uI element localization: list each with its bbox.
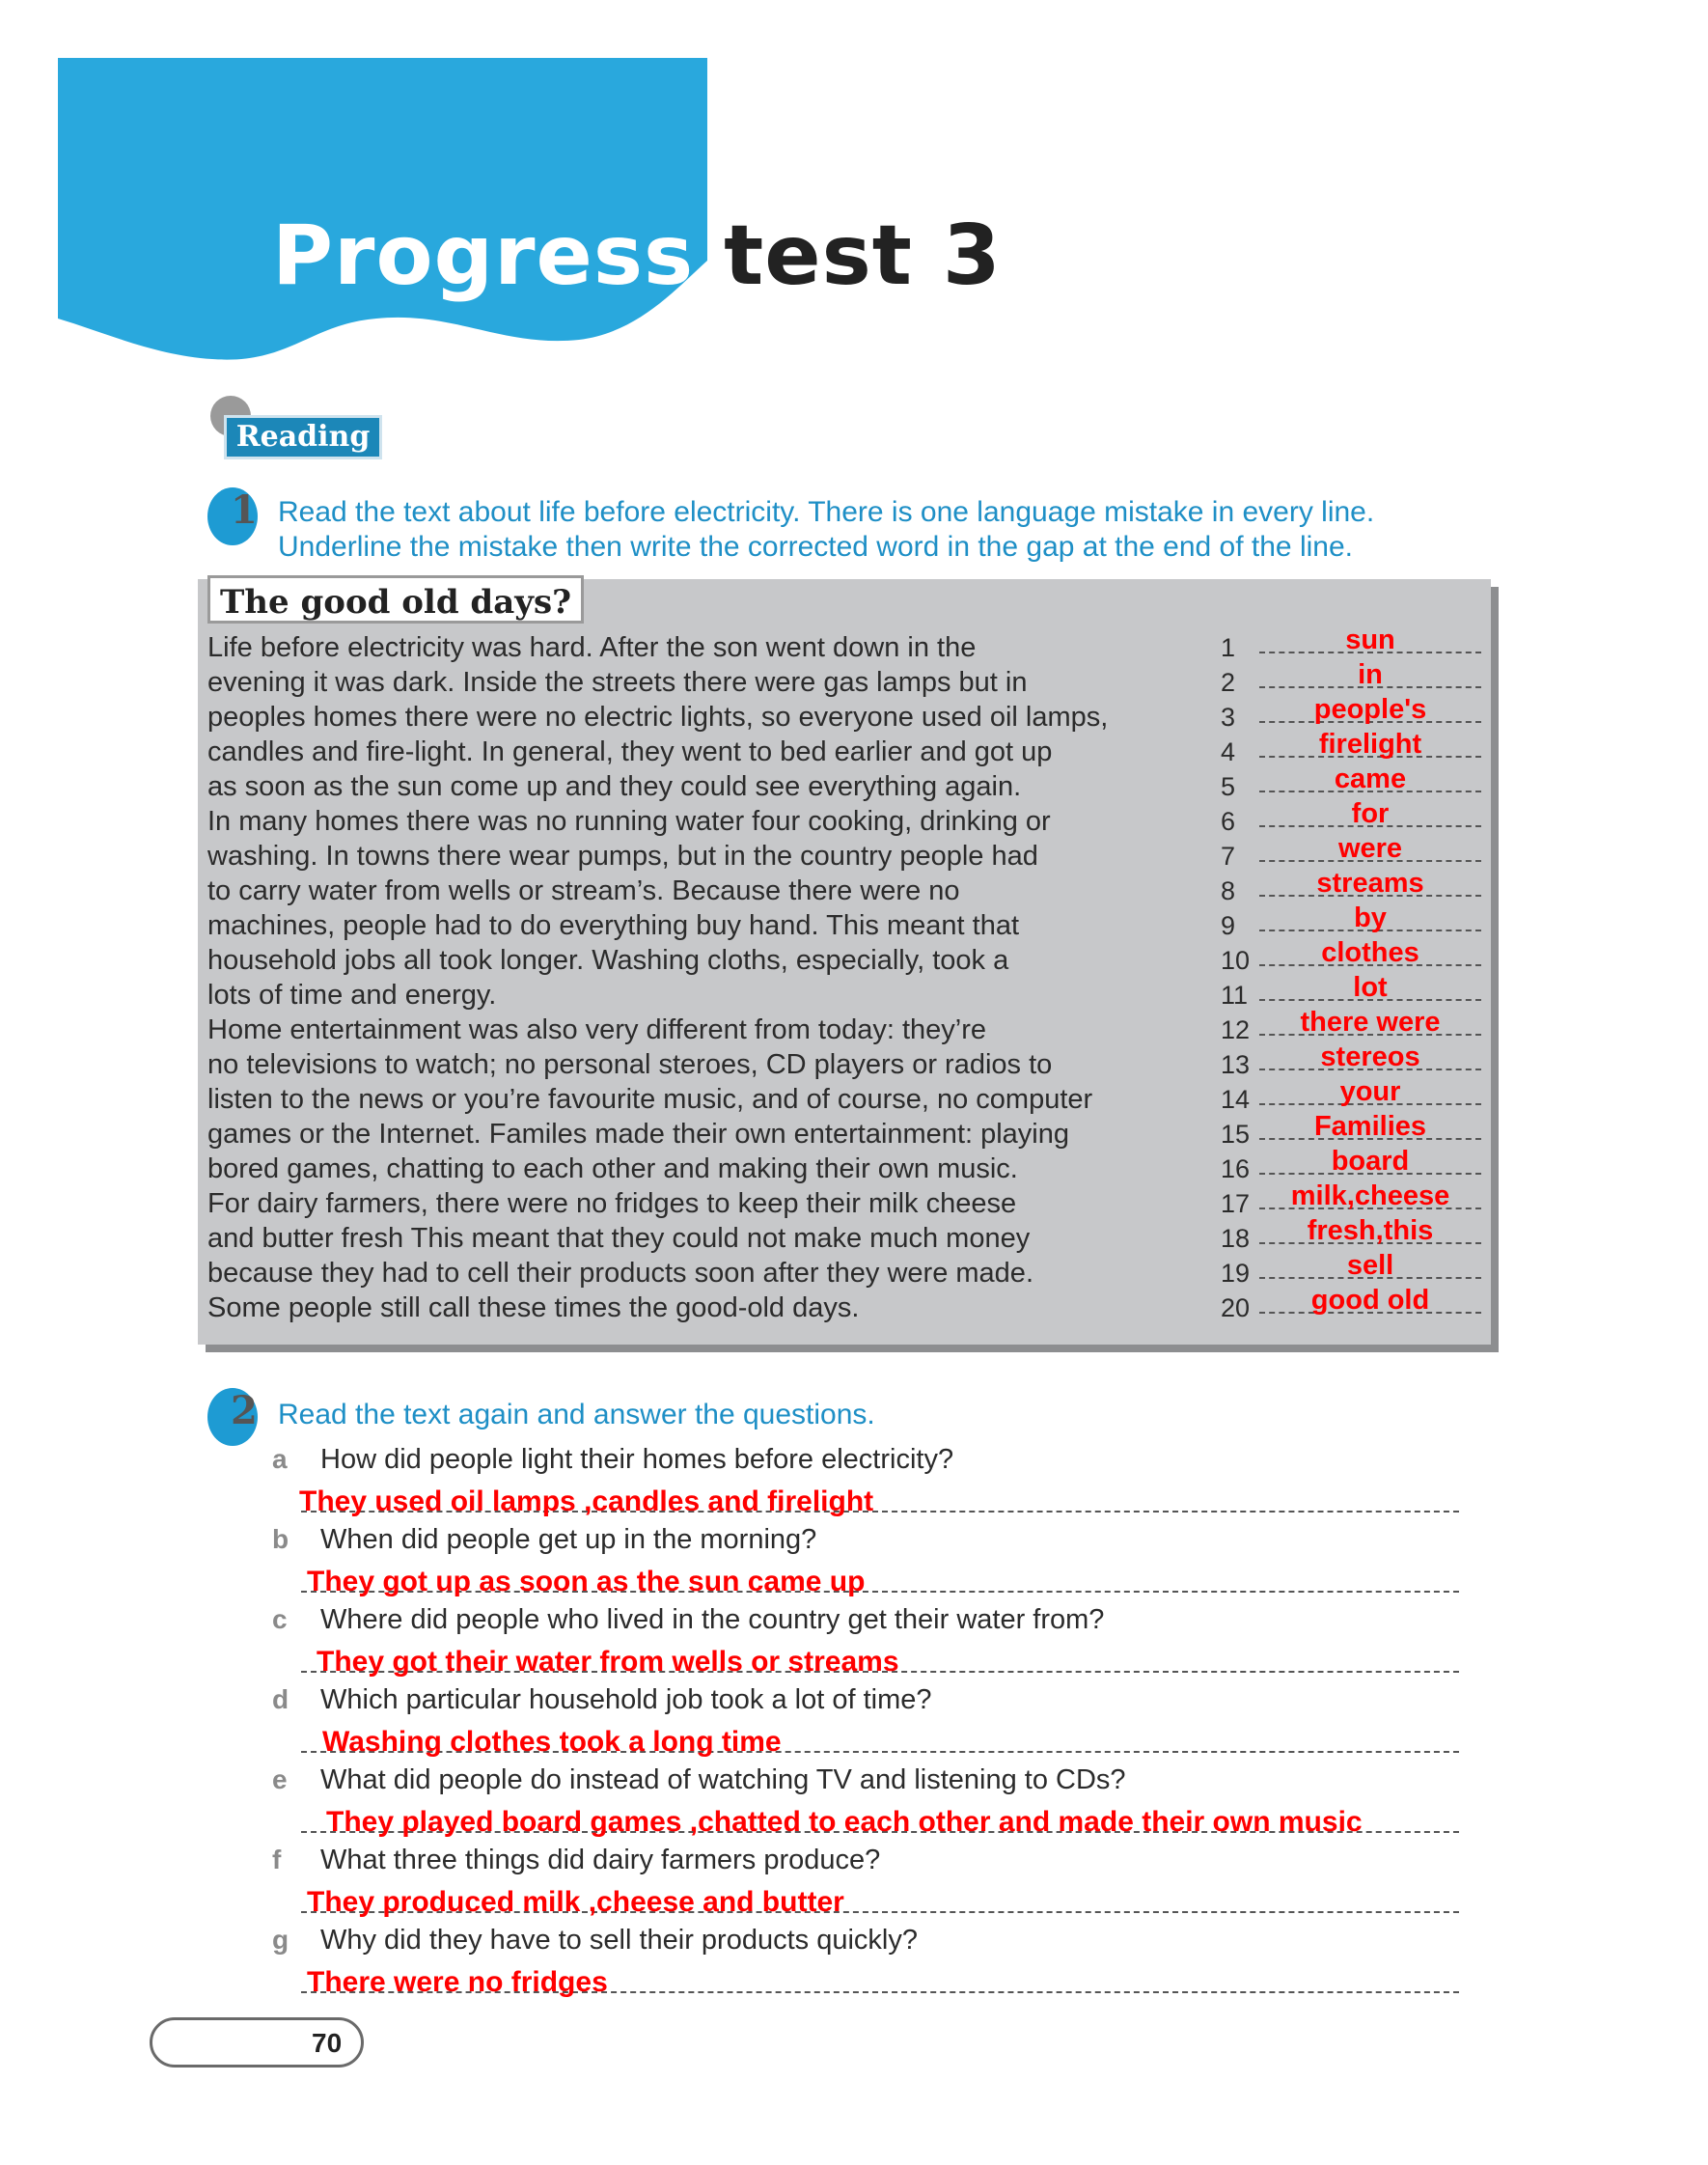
gap-number: 5 bbox=[1221, 772, 1236, 801]
gap-answer[interactable]: came bbox=[1334, 763, 1407, 794]
gap-number: 16 bbox=[1221, 1154, 1251, 1183]
gap-number: 1 bbox=[1221, 633, 1236, 662]
question-list bbox=[272, 1443, 1459, 2004]
text-line: listen to the news or you’re favourite music, and of course, no computer bbox=[207, 1084, 1093, 1115]
gap-number: 14 bbox=[1221, 1085, 1251, 1114]
page-title bbox=[272, 208, 1002, 304]
question-letter: a bbox=[272, 1444, 288, 1474]
question-answer[interactable]: They played board games ,chatted to each other and made their own music bbox=[326, 1806, 1363, 1838]
question-item bbox=[272, 1523, 1459, 1603]
text-line: household jobs all took longer. Washing cloths, especially, took a bbox=[207, 945, 1009, 976]
text-line: In many homes there was no running water four cooking, drinking or bbox=[207, 806, 1051, 837]
gap-answer[interactable]: for bbox=[1351, 798, 1390, 829]
question-item bbox=[272, 1924, 1459, 2004]
question-text: Which particular household job took a lot of time? bbox=[320, 1684, 932, 1715]
gap-answer[interactable]: people's bbox=[1313, 694, 1427, 725]
gap-answer[interactable]: in bbox=[1358, 659, 1383, 690]
text-line: washing. In towns there wear pumps, but in the country people had bbox=[207, 841, 1038, 872]
gap-number: 12 bbox=[1221, 1015, 1251, 1044]
gap-answer[interactable]: sun bbox=[1345, 625, 1395, 655]
gap-answer[interactable]: clothes bbox=[1321, 937, 1419, 968]
text-line: For dairy farmers, there were no fridges to keep their milk cheese bbox=[207, 1188, 1017, 1219]
text-line: Life before electricity was hard. After the son went down in the bbox=[207, 632, 977, 663]
question-letter: g bbox=[272, 1925, 289, 1955]
question-item bbox=[272, 1443, 1459, 1523]
gap-answers bbox=[1221, 625, 1481, 1325]
question-answer[interactable]: They used oil lamps ,candles and firelight bbox=[299, 1485, 874, 1517]
gap-number: 3 bbox=[1221, 703, 1236, 732]
text-line: no televisions to watch; no personal steroes, CD players or radios to bbox=[207, 1049, 1053, 1080]
gap-answer[interactable]: milk,cheese bbox=[1290, 1180, 1450, 1211]
question-text: What did people do instead of watching TV and listening to CDs? bbox=[320, 1764, 1126, 1795]
gap-number: 6 bbox=[1221, 807, 1236, 836]
text-line: lots of time and energy. bbox=[207, 980, 497, 1011]
question-answer[interactable]: There were no fridges bbox=[307, 1966, 608, 1998]
text-line: and butter fresh This meant that they could not make much money bbox=[207, 1223, 1031, 1254]
question-item bbox=[272, 1844, 1459, 1924]
gap-number: 15 bbox=[1221, 1120, 1251, 1149]
gap-answer[interactable]: there were bbox=[1300, 1007, 1441, 1038]
exercise-1-number: 1 bbox=[207, 487, 258, 545]
gap-number: 18 bbox=[1221, 1224, 1251, 1253]
question-letter: b bbox=[272, 1524, 289, 1554]
question-text: When did people get up in the morning? bbox=[320, 1524, 817, 1555]
question-letter: c bbox=[272, 1604, 288, 1634]
gap-answer[interactable]: streams bbox=[1316, 868, 1424, 899]
question-text: Where did people who lived in the country get their water from? bbox=[320, 1604, 1105, 1635]
text-line: peoples homes there were no electric lights, so everyone used oil lamps, bbox=[207, 702, 1109, 733]
reading-section-badge bbox=[210, 396, 379, 452]
question-answer[interactable]: Washing clothes took a long time bbox=[322, 1726, 782, 1758]
text-line: candles and fire-light. In general, they went to bed earlier and got up bbox=[207, 736, 1053, 767]
text-line: because they had to cell their products soon after they were made. bbox=[207, 1258, 1033, 1289]
gap-number: 4 bbox=[1221, 737, 1236, 766]
gap-number: 19 bbox=[1221, 1259, 1251, 1288]
reading-text bbox=[207, 630, 1211, 1325]
question-item bbox=[272, 1683, 1459, 1763]
gap-answer[interactable]: stereos bbox=[1320, 1041, 1420, 1072]
gap-row bbox=[1221, 1285, 1481, 1325]
gap-number: 20 bbox=[1221, 1293, 1251, 1322]
question-letter: f bbox=[272, 1845, 282, 1874]
gap-number: 13 bbox=[1221, 1050, 1251, 1079]
text-line: machines, people had to do everything buy hand. This meant that bbox=[207, 910, 1020, 941]
gap-number: 11 bbox=[1221, 981, 1249, 1010]
gap-number: 2 bbox=[1221, 668, 1236, 697]
gap-answer[interactable]: were bbox=[1337, 833, 1403, 864]
exercise-1-instruction: Read the text about life before electricity. There is one language mistake in every line. Underline the mistake then write the corrected word in the gap at the end of the line. bbox=[278, 496, 1375, 563]
text-line: Home entertainment was also very different from today: they’re bbox=[207, 1014, 987, 1045]
gap-answer[interactable]: Families bbox=[1313, 1111, 1427, 1142]
question-letter: e bbox=[272, 1764, 288, 1794]
gap-answer[interactable]: sell bbox=[1346, 1250, 1394, 1281]
gap-number: 17 bbox=[1221, 1189, 1251, 1218]
question-item bbox=[272, 1763, 1459, 1844]
question-text: What three things did dairy farmers produce? bbox=[320, 1845, 881, 1875]
question-answer[interactable]: They got their water from wells or streams bbox=[317, 1646, 899, 1678]
gap-number: 10 bbox=[1221, 946, 1251, 975]
text-line: Some people still call these times the good-old days. bbox=[207, 1292, 860, 1323]
question-answer[interactable]: They got up as soon as the sun came up bbox=[307, 1566, 866, 1597]
gap-answer[interactable]: fresh,this bbox=[1307, 1215, 1434, 1246]
question-item bbox=[272, 1603, 1459, 1683]
question-answer[interactable]: They produced milk ,cheese and butter bbox=[307, 1886, 844, 1918]
title-colored: Progress bbox=[272, 208, 695, 304]
question-text: How did people light their homes before electricity? bbox=[320, 1444, 954, 1475]
page-number: 70 bbox=[312, 2028, 343, 2058]
gap-answer[interactable]: by bbox=[1354, 902, 1387, 933]
reading-label: Reading bbox=[224, 415, 382, 459]
gap-number: 9 bbox=[1221, 911, 1236, 940]
title-rest: test 3 bbox=[694, 208, 1002, 304]
page-number-tab bbox=[150, 2017, 364, 2068]
gap-answer[interactable]: firelight bbox=[1318, 729, 1422, 760]
gap-answer[interactable]: board bbox=[1331, 1146, 1410, 1177]
question-letter: d bbox=[272, 1684, 289, 1714]
text-line: as soon as the sun come up and they could see everything again. bbox=[207, 771, 1022, 802]
exercise-2-number: 2 bbox=[207, 1388, 258, 1446]
header-wave bbox=[0, 0, 733, 386]
gap-answer[interactable]: your bbox=[1339, 1076, 1401, 1107]
gap-answer[interactable]: good old bbox=[1310, 1285, 1430, 1316]
gap-number: 8 bbox=[1221, 876, 1236, 905]
question-text: Why did they have to sell their products quickly? bbox=[320, 1925, 918, 1956]
gap-answer[interactable]: lot bbox=[1353, 972, 1388, 1003]
text-line: to carry water from wells or stream’s. Because there were no bbox=[207, 875, 960, 906]
text-line: evening it was dark. Inside the streets there were gas lamps but in bbox=[207, 667, 1028, 698]
gap-number: 7 bbox=[1221, 842, 1236, 871]
exercise-2-instruction: Read the text again and answer the questions. bbox=[278, 1399, 875, 1430]
text-line: bored games, chatting to each other and making their own music. bbox=[207, 1153, 1018, 1184]
text-title: The good old days? bbox=[207, 575, 584, 624]
text-line: games or the Internet. Familes made their own entertainment: playing bbox=[207, 1119, 1070, 1150]
